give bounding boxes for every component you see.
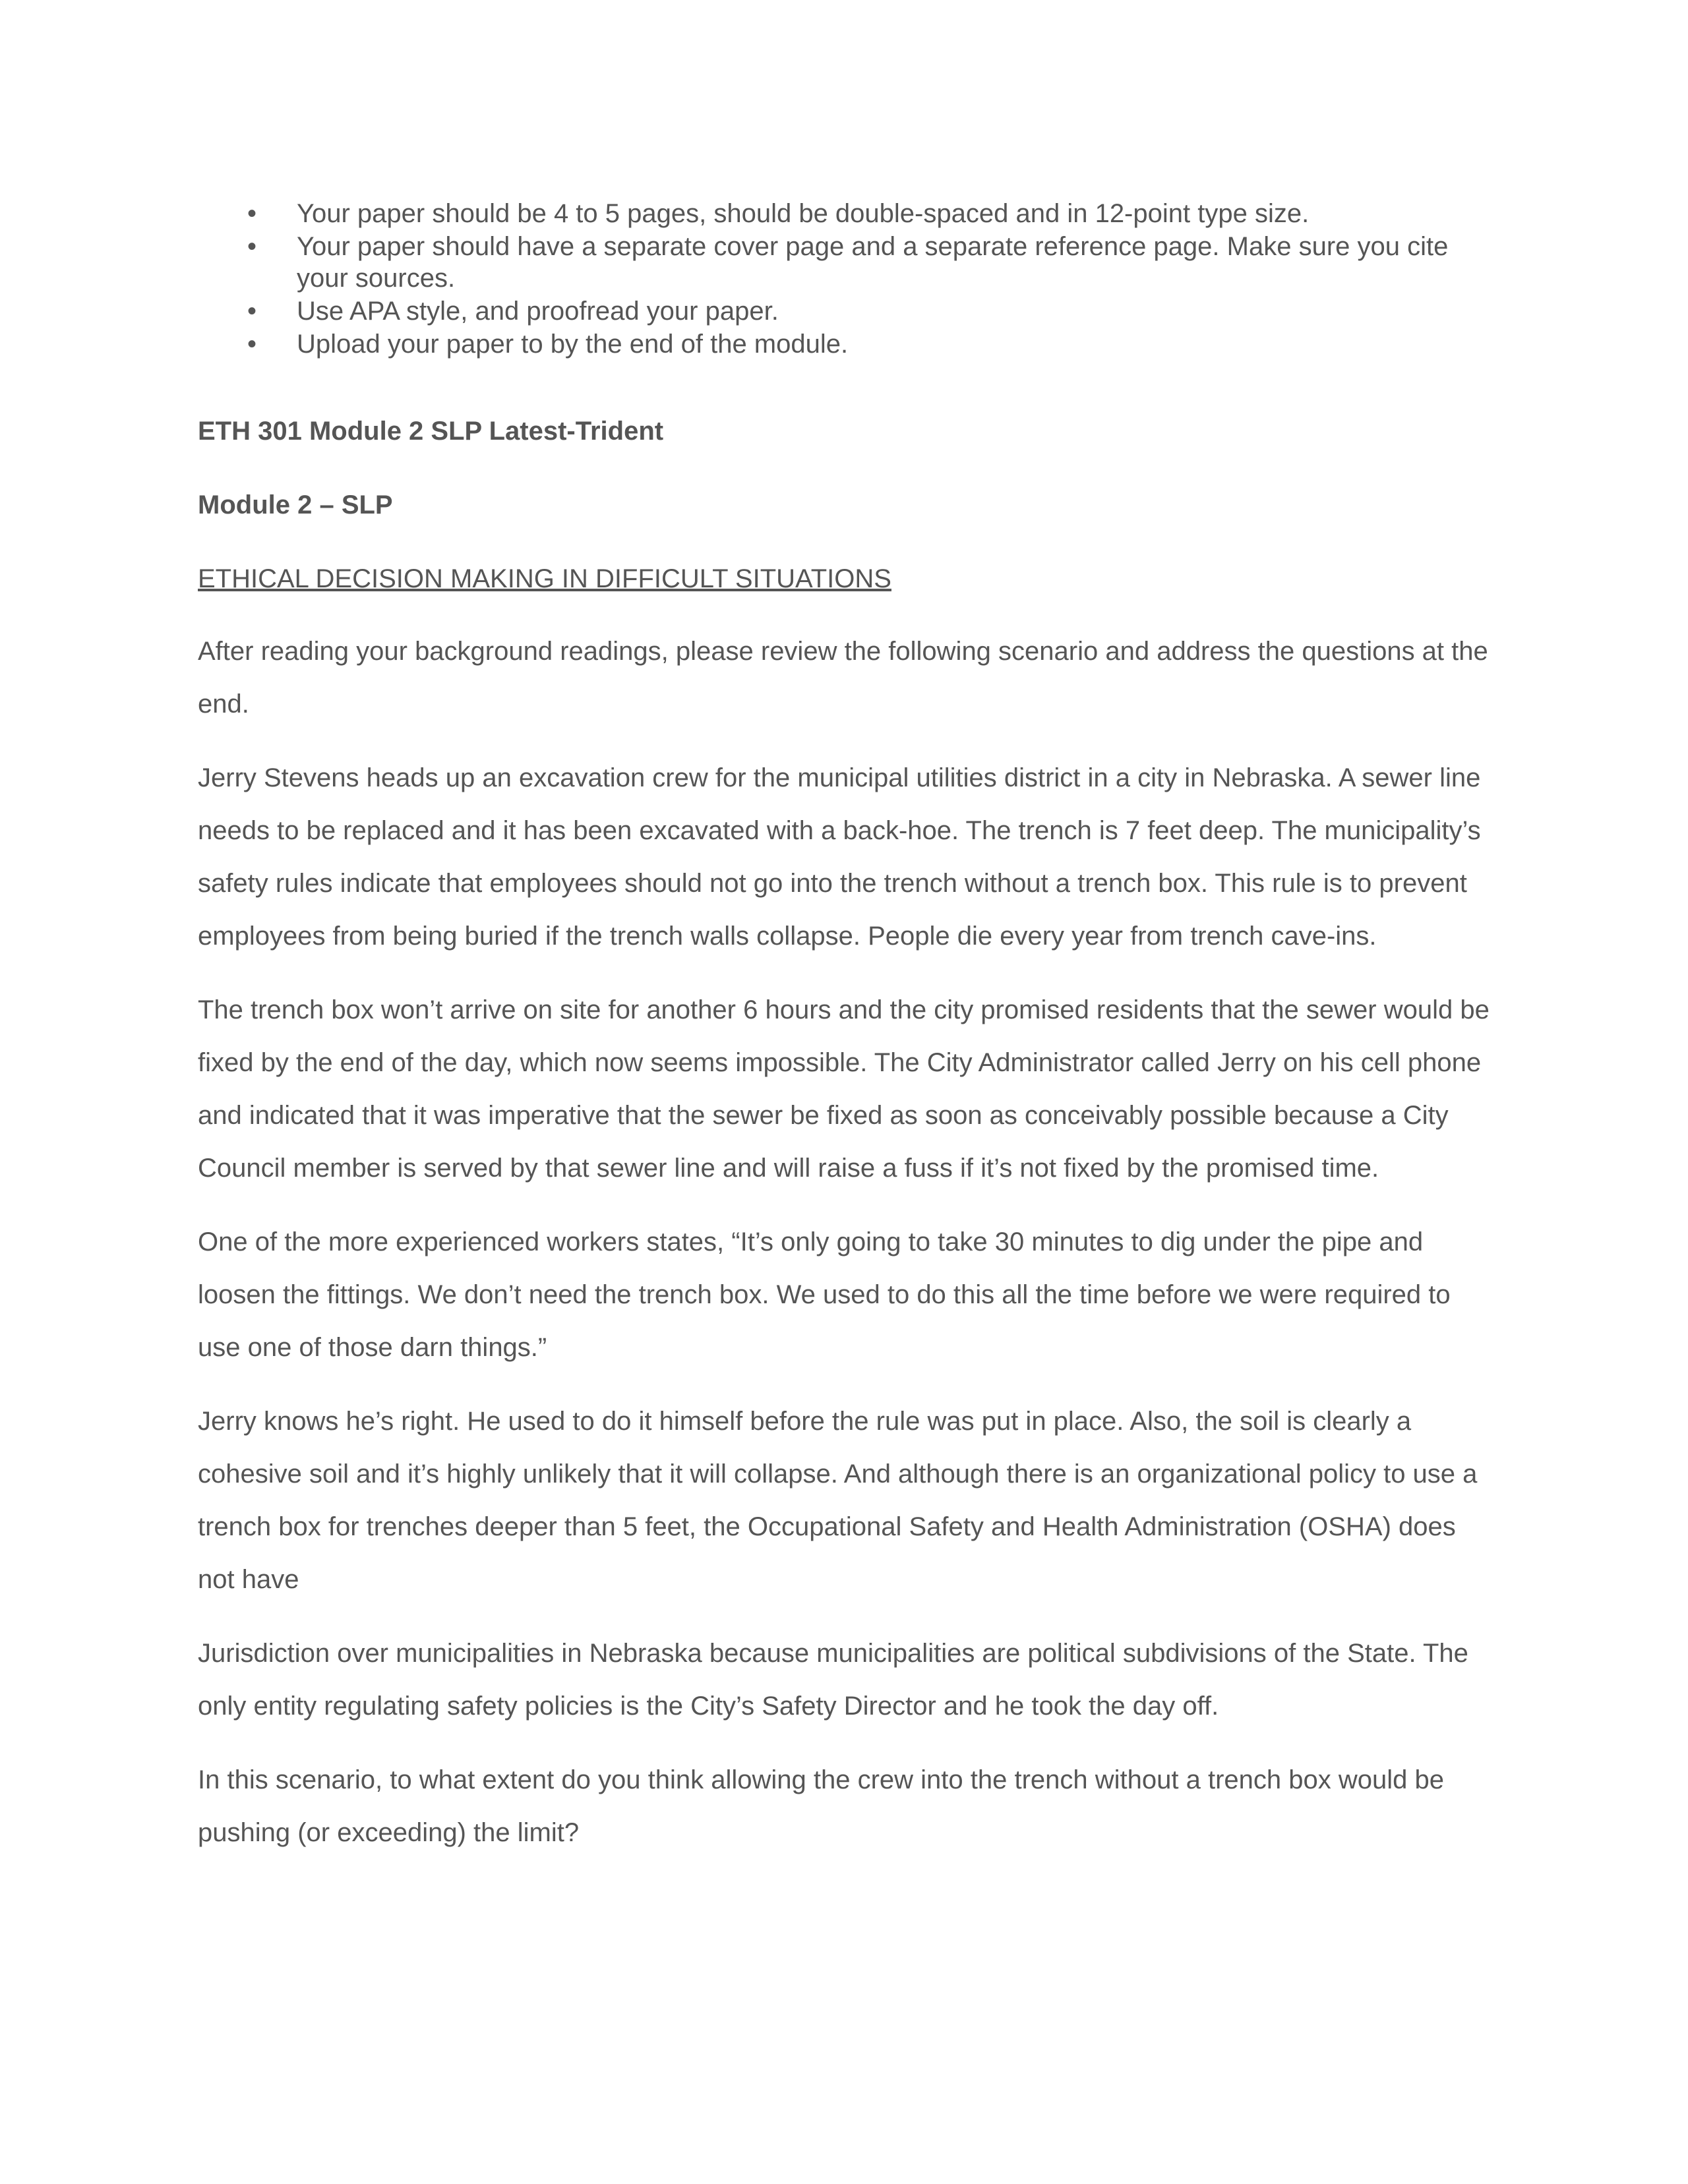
paragraph-scenario: Jerry Stevens heads up an excavation crew for the municipal utilities district in a city in Nebraska. A sewer line needs to be replaced and it has been excavated with a back-hoe. The trench is 7 feet deep. The municipality’s safety rules indicate that employees should not go into the trench without a trench box. This rule is to prevent employees from being buried if the trench walls collapse. People die every year from trench cave-ins.: [198, 763, 1481, 951]
paragraph-intro: After reading your background readings, please review the following scenario and address the questions at the end.: [198, 637, 1488, 719]
list-item: [198, 328, 1490, 360]
list-item-text: Your paper should have a separate cover page and a separate reference page. Make sure you cite your sources.: [297, 232, 1449, 293]
bullet-icon: •: [247, 330, 257, 359]
paragraph-question: In this scenario, to what extent do you think allowing the crew into the trench without a trench box would be pushing (or exceeding) the limit?: [198, 1765, 1444, 1847]
document-page: [198, 198, 1490, 1859]
requirements-list: [198, 198, 1490, 360]
paragraph-worker-quote: One of the more experienced workers states, “It’s only going to take 30 minutes to dig under the pipe and loosen the fittings. We don’t need the trench box. We used to do this all the time before we were required to use one of those darn things.”: [198, 1227, 1451, 1362]
list-item-text: Your paper should be 4 to 5 pages, should be double-spaced and in 12-point type size.: [297, 199, 1310, 228]
paragraph-jurisdiction: Jurisdiction over municipalities in Nebraska because municipalities are political subdivisions of the State. The only entity regulating safety policies is the City’s Safety Director and he took the day off.: [198, 1639, 1468, 1721]
bullet-icon: •: [247, 232, 257, 261]
bullet-icon: •: [247, 297, 257, 326]
list-item: [198, 198, 1490, 229]
list-item-text: Use APA style, and proofread your paper.: [297, 297, 779, 326]
list-item: [198, 295, 1490, 327]
paragraph-deadline: The trench box won’t arrive on site for another 6 hours and the city promised residents that the sewer would be fixed by the end of the day, which now seems impossible. The City Administrator called Jerry on his cell phone and indicated that it was imperative that the sewer be fixed as soon as conceivably possible because a City Council member is served by that sewer line and will raise a fuss if it’s not fixed by the promised time.: [198, 995, 1490, 1183]
module-heading: Module 2 – SLP: [198, 490, 393, 519]
list-item: [198, 231, 1490, 294]
bullet-icon: •: [247, 199, 257, 228]
document-title: ETH 301 Module 2 SLP Latest-Trident: [198, 417, 664, 446]
paragraph-jerry: Jerry knows he’s right. He used to do it himself before the rule was put in place. Also, the soil is clearly a cohesive soil and it’s highly unlikely that it will collapse. And although there is an organizational policy to use a trench box for trenches deeper than 5 feet, the Occupational Safety and Health Administration (OSHA) does not have: [198, 1407, 1478, 1594]
list-item-text: Upload your paper to by the end of the module.: [297, 330, 849, 359]
section-heading: ETHICAL DECISION MAKING IN DIFFICULT SITUATIONS: [198, 564, 891, 593]
